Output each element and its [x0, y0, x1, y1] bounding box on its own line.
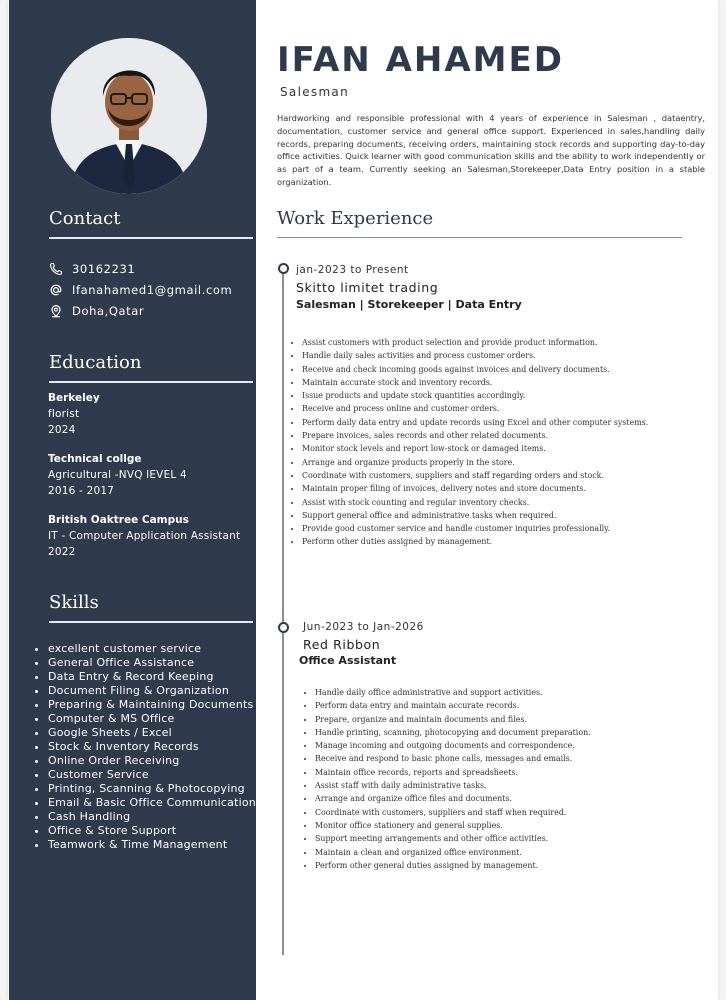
skill-item: • Customer Service [48, 768, 268, 782]
education-year: 2024 [48, 424, 76, 436]
duty-item: • Handle daily office administrative and support activities. [315, 686, 715, 699]
education-institution: Berkeley [48, 392, 100, 404]
skill-item: • Stock & Inventory Records [48, 740, 268, 754]
duty-item: • Manage incoming and outgoing documents and correspondence. [315, 739, 715, 752]
education-institution: Technical collge [48, 453, 142, 465]
duty-item: • Issue products and update stock quantities accordingly. [302, 389, 712, 402]
duty-item: • Assist customers with product selection and provide product information. [302, 336, 712, 349]
skill-item: • Office & Store Support [48, 824, 268, 838]
duty-item: • Arrange and organize office files and documents. [315, 792, 715, 805]
education-item [48, 451, 187, 499]
duty-item: • Arrange and organize products properly in the store. [302, 456, 712, 469]
profile-photo [51, 38, 207, 194]
education-heading: Education [49, 352, 142, 373]
education-detail: IT - Computer Application Assistant [48, 530, 241, 542]
skill-item: • Computer & MS Office [48, 712, 268, 726]
skill-item: • Online Order Receiving [48, 754, 268, 768]
contact-divider [49, 237, 253, 239]
phone-icon [49, 262, 63, 276]
location-text: Doha,Qatar [72, 304, 145, 318]
duty-item: • Prepare invoices, sales records and other related documents. [302, 429, 712, 442]
timeline-dot [278, 263, 289, 274]
skill-item: • Email & Basic Office Communication [48, 796, 268, 810]
duty-item: • Handle printing, scanning, photocopying and document preparation. [315, 726, 715, 739]
work-experience-heading: Work Experience [277, 208, 434, 229]
education-institution: British Oaktree Campus [48, 514, 189, 526]
skill-item: • Teamwork & Time Management [48, 838, 268, 852]
contact-email [49, 282, 232, 298]
timeline-dot [278, 622, 289, 633]
duty-item: • Provide good customer service and handle customer inquiries professionally. [302, 522, 712, 535]
education-detail: Agricultural -NVQ lEVEL 4 [48, 469, 187, 481]
duty-item: • Handle daily sales activities and process customer orders. [302, 349, 712, 362]
email-address: Ifanahamed1@gmail.com [72, 283, 233, 297]
skill-item: • Google Sheets / Excel [48, 726, 268, 740]
duty-item: • Receive and process online and customer orders. [302, 402, 712, 415]
education-item [48, 512, 240, 560]
duty-item: • Prepare, organize and maintain documents and files. [315, 713, 715, 726]
duty-item: • Perform daily data entry and update records using Excel and other computer systems. [302, 416, 712, 429]
duty-item: • Support general office and administrative tasks when required. [302, 509, 712, 522]
job-title: Office Assistant [299, 654, 397, 667]
skills-divider [49, 621, 253, 623]
duty-item: • Maintain office records, reports and spreadsheets. [315, 766, 715, 779]
education-divider [49, 381, 253, 383]
skills-heading: Skills [49, 592, 99, 613]
duty-item: • Maintain a clean and organized office environment. [315, 846, 715, 859]
education-year: 2022 [48, 546, 76, 558]
duty-item: • Monitor stock levels and report low-stock or damaged items. [302, 442, 712, 455]
skill-item: • excellent customer service [48, 642, 268, 656]
skill-item: • Preparing & Maintaining Documents [48, 698, 268, 712]
contact-heading: Contact [49, 208, 121, 229]
duty-item: • Assist with stock counting and regular inventory checks. [302, 496, 712, 509]
duty-item: • Perform data entry and maintain accurate records. [315, 699, 715, 712]
duty-item: • Perform other general duties assigned by management. [315, 859, 715, 872]
contact-location [49, 303, 144, 319]
duty-item: • Coordinate with customers, suppliers and staff when required. [315, 806, 715, 819]
job-duties-list [290, 336, 712, 549]
at-sign-icon [49, 283, 63, 297]
duty-item: • Perform other duties assigned by management. [302, 535, 712, 548]
profile-summary: Hardworking and responsible professional with 4 years of experience in Salesman , dataentry, documentation, customer service and general office support. Experienced in sales,handling daily records, preparing documents, receiving orders, maintaining stock records and supporting day-to-day office activities. Quick learner with good communication skills and the ability to work independently or as part of a team. Currently seeking an Salesman,Storekeeper,Data Entry position in a stable organization. [277, 113, 705, 187]
duty-item: • Assist staff with daily administrative tasks. [315, 779, 715, 792]
duty-item: • Support meeting arrangements and other office activities. [315, 832, 715, 845]
skill-item: • Printing, Scanning & Photocopying [48, 782, 268, 796]
duty-item: • Maintain accurate stock and inventory records. [302, 376, 712, 389]
job-duties-list [303, 686, 715, 872]
skill-item: • Data Entry & Record Keeping [48, 670, 268, 684]
education-year: 2016 - 2017 [48, 485, 115, 497]
education-detail: florist [48, 408, 80, 420]
duty-item: • Receive and check incoming goods against invoices and delivery documents. [302, 363, 712, 376]
duty-item: • Maintain proper filing of invoices, delivery notes and store documents. [302, 482, 712, 495]
contact-phone [49, 261, 135, 277]
duty-item: • Coordinate with customers, suppliers and staff regarding orders and stock. [302, 469, 712, 482]
job-company: Red Ribbon [303, 637, 381, 652]
skill-item: • Cash Handling [48, 810, 268, 824]
skills-list [30, 642, 268, 852]
skill-item: • General Office Assistance [48, 656, 268, 670]
profile-photo-icon [51, 38, 207, 194]
timeline-line [282, 270, 284, 955]
phone-number: 30162231 [72, 262, 136, 276]
work-experience-divider [277, 237, 682, 238]
job-title: Salesman | Storekeeper | Data Entry [296, 298, 522, 311]
job-date: Jun-2023 to Jan-2026 [303, 621, 424, 633]
duty-item: • Receive and respond to basic phone calls, messages and emails. [315, 752, 715, 765]
location-pin-icon [49, 304, 63, 318]
job-company: Skitto limitet trading [296, 280, 439, 295]
job-date: jan-2023 to Present [296, 264, 409, 276]
candidate-role: Salesman [280, 85, 349, 99]
education-item [48, 390, 100, 438]
duty-item: • Monitor office stationery and general supplies. [315, 819, 715, 832]
candidate-name: IFAN AHAMED [277, 40, 564, 80]
skill-item: • Document Filing & Organization [48, 684, 268, 698]
